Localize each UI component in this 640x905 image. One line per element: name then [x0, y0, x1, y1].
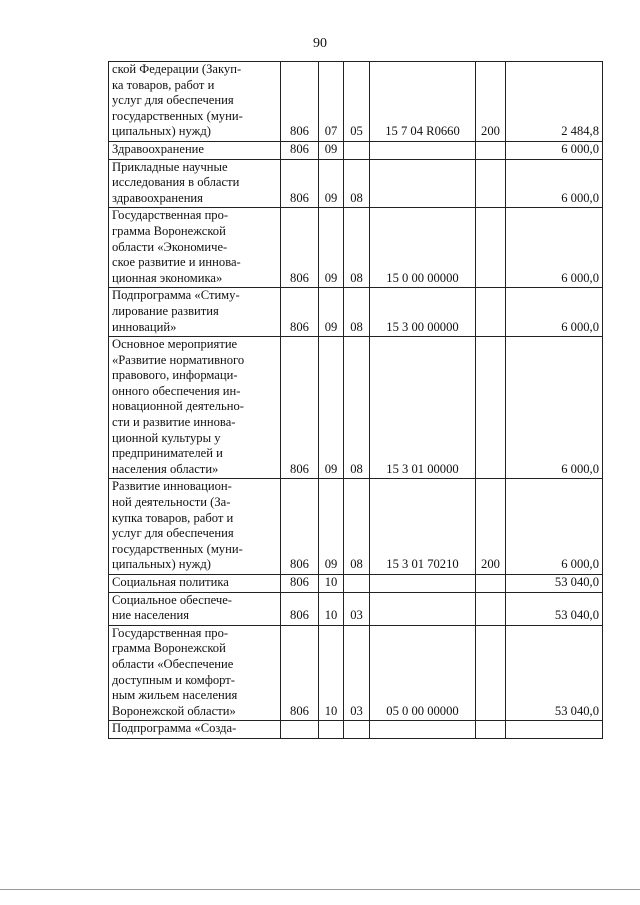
ministry-code: 806 — [281, 479, 319, 575]
subsection-code: 05 — [344, 62, 370, 142]
subsection-code: 03 — [344, 625, 370, 721]
expense-type-code — [476, 337, 506, 479]
section-code: 10 — [319, 625, 344, 721]
section-code: 09 — [319, 288, 344, 337]
expense-type-code — [476, 141, 506, 159]
table-row — [109, 208, 603, 288]
amount: 6 000,0 — [506, 208, 603, 288]
table-row — [109, 592, 603, 625]
target-article-code: 05 0 00 00000 — [370, 625, 476, 721]
ministry-code: 806 — [281, 288, 319, 337]
ministry-code: 806 — [281, 141, 319, 159]
table-row — [109, 479, 603, 575]
amount: 2 484,8 — [506, 62, 603, 142]
target-article-code: 15 3 01 70210 — [370, 479, 476, 575]
section-code: 09 — [319, 208, 344, 288]
section-code: 10 — [319, 592, 344, 625]
table-row — [109, 159, 603, 208]
row-name: Здравоохранение — [109, 141, 281, 159]
expense-type-code — [476, 208, 506, 288]
target-article-code: 15 7 04 R0660 — [370, 62, 476, 142]
ministry-code: 806 — [281, 625, 319, 721]
expense-type-code — [476, 575, 506, 593]
subsection-code: 08 — [344, 337, 370, 479]
ministry-code — [281, 721, 319, 739]
subsection-code: 03 — [344, 592, 370, 625]
ministry-code: 806 — [281, 337, 319, 479]
row-name: Основное мероприятие «Развитие нормативного правового, информаци- онного обеспечения ин- новационной деятельно- сти и развитие иннова- ционной культуры у предпринимателей и населения области» — [109, 337, 281, 479]
subsection-code: 08 — [344, 208, 370, 288]
target-article-code: 15 0 00 00000 — [370, 208, 476, 288]
section-code: 09 — [319, 141, 344, 159]
amount: 6 000,0 — [506, 141, 603, 159]
table-row — [109, 721, 603, 739]
expense-type-code: 200 — [476, 479, 506, 575]
expense-type-code — [476, 625, 506, 721]
expense-type-code — [476, 288, 506, 337]
section-code: 07 — [319, 62, 344, 142]
amount: 6 000,0 — [506, 337, 603, 479]
subsection-code: 08 — [344, 159, 370, 208]
expense-type-code — [476, 159, 506, 208]
table-row — [109, 337, 603, 479]
target-article-code — [370, 141, 476, 159]
row-name: Развитие инновацион- ной деятельности (За- купка товаров, работ и услуг для обеспечения государственных (муни- ципальных) нужд) — [109, 479, 281, 575]
amount: 6 000,0 — [506, 159, 603, 208]
amount: 6 000,0 — [506, 479, 603, 575]
expense-type-code: 200 — [476, 62, 506, 142]
target-article-code — [370, 575, 476, 593]
ministry-code: 806 — [281, 159, 319, 208]
row-name: Социальное обеспече- ние населения — [109, 592, 281, 625]
amount — [506, 721, 603, 739]
ministry-code: 806 — [281, 592, 319, 625]
amount: 53 040,0 — [506, 625, 603, 721]
section-code: 10 — [319, 575, 344, 593]
subsection-code: 08 — [344, 288, 370, 337]
row-name: ской Федерации (Закуп- ка товаров, работ и услуг для обеспечения государственных (муни- ципальных) нужд) — [109, 62, 281, 142]
table-row — [109, 575, 603, 593]
section-code: 09 — [319, 159, 344, 208]
target-article-code — [370, 721, 476, 739]
expense-type-code — [476, 721, 506, 739]
target-article-code — [370, 592, 476, 625]
ministry-code: 806 — [281, 62, 319, 142]
table-row — [109, 625, 603, 721]
expense-type-code — [476, 592, 506, 625]
ministry-code: 806 — [281, 575, 319, 593]
row-name: Прикладные научные исследования в области здравоохранения — [109, 159, 281, 208]
amount: 53 040,0 — [506, 575, 603, 593]
section-code — [319, 721, 344, 739]
subsection-code — [344, 721, 370, 739]
target-article-code — [370, 159, 476, 208]
table-row — [109, 62, 603, 142]
row-name: Государственная про- грамма Воронежской области «Экономиче- ское развитие и иннова- ционная экономика» — [109, 208, 281, 288]
subsection-code — [344, 575, 370, 593]
target-article-code: 15 3 00 00000 — [370, 288, 476, 337]
subsection-code: 08 — [344, 479, 370, 575]
budget-table — [108, 61, 603, 739]
table-row — [109, 141, 603, 159]
section-code: 09 — [319, 337, 344, 479]
target-article-code: 15 3 01 00000 — [370, 337, 476, 479]
section-code: 09 — [319, 479, 344, 575]
row-name: Государственная про- грамма Воронежской области «Обеспечение доступным и комфорт- ным жильем населения Воронежской области» — [109, 625, 281, 721]
row-name: Подпрограмма «Стиму- лирование развития инноваций» — [109, 288, 281, 337]
amount: 6 000,0 — [506, 288, 603, 337]
ministry-code: 806 — [281, 208, 319, 288]
row-name: Подпрограмма «Созда- — [109, 721, 281, 739]
row-name: Социальная политика — [109, 575, 281, 593]
table-row — [109, 288, 603, 337]
page-number: 90 — [313, 36, 327, 51]
budget-table-body — [109, 62, 603, 739]
page-bottom-rule — [0, 889, 640, 890]
subsection-code — [344, 141, 370, 159]
amount: 53 040,0 — [506, 592, 603, 625]
